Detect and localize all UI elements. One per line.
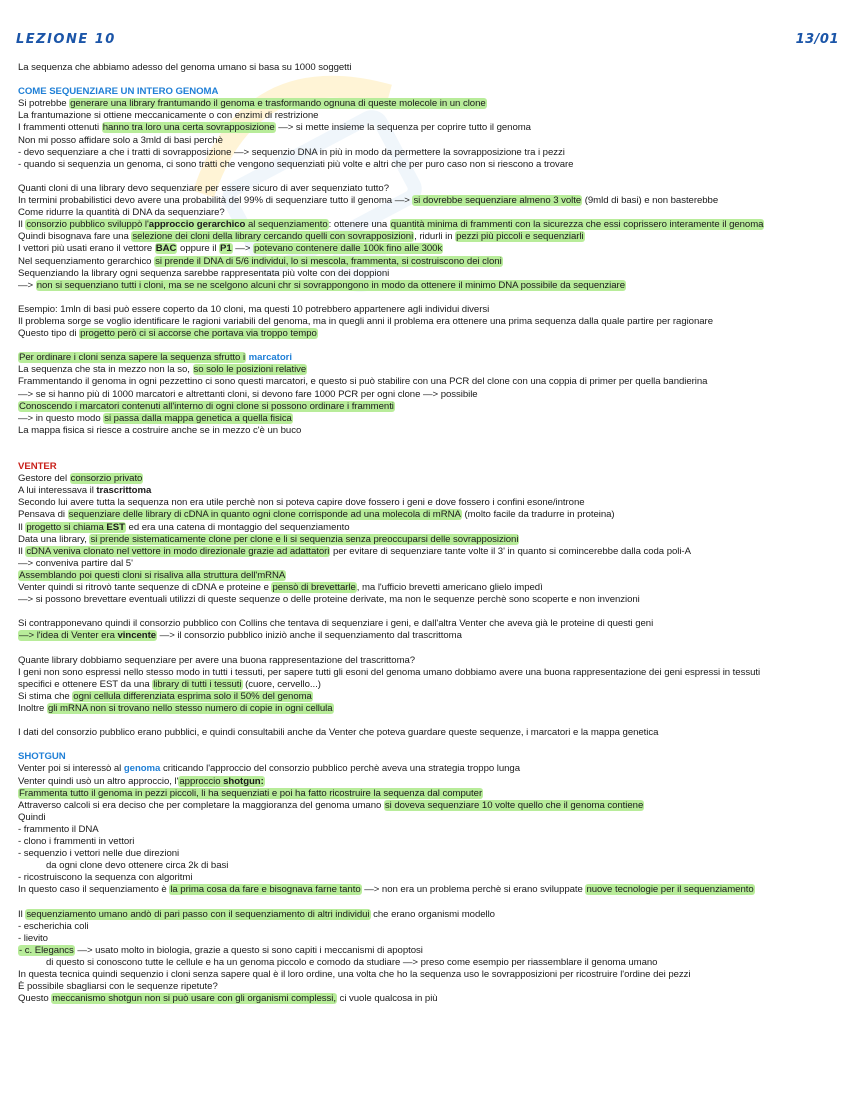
- section-heading: VENTER: [18, 461, 57, 473]
- highlighted-text: non si sequenziano tutti i cloni, ma se ne scelgono alcuni chr si sovrappongono in modo da ottenere il minimo DNA possibile da sequenziare: [36, 279, 625, 291]
- text-line: Il cDNA veniva clonato nel vettore in modo direzionale grazie ad adattatori per evitare di sequenziare tante volte il 3' in quanto si comincerebbe dalla coda poli-A: [18, 545, 691, 557]
- highlighted-text: cDNA veniva clonato nel vettore in modo direzionale grazie ad adattatori: [26, 545, 330, 557]
- highlighted-text: consorzio pubblico sviluppò l'approccio gerarchico al sequenziamento: [26, 219, 328, 231]
- highlighted-text: potevano contenere dalle 100k fino alle 300k: [254, 243, 443, 255]
- text-line: di questo si conoscono tutte le cellule e ha un genoma piccolo e comodo da studiare —> preso come esempio per riassemblare il genoma umano: [46, 956, 658, 968]
- spacer: [18, 739, 840, 751]
- highlighted-text: si passa dalla mappa genetica a quella fisica: [104, 412, 292, 424]
- spacer: [18, 292, 840, 304]
- highlighted-text: generare una library frantumando il genoma e trasformando ognuna di queste molecole in un clone: [70, 98, 486, 110]
- text-line: Nel sequenziamento gerarchico si prende il DNA di 5/6 individui, lo si mescola, frammenta, si costruiscono dei cloni: [18, 255, 502, 267]
- text-line: specifici e ottenere EST da una library di tutti i tessuti (cuore, cervello...): [18, 678, 321, 690]
- bold-text: trascrittoma: [96, 485, 152, 497]
- text-line: La sequenza che abbiamo adesso del genoma umano si basa su 1000 soggetti: [18, 62, 352, 73]
- text-line: Frammentando il genoma in ogni pezzettino ci sono questi marcatori, e questo si può stabilire con una PCR del clone con una coppia di primer per quella bandierina: [18, 376, 708, 388]
- highlighted-text: meccanismo shotgun non si può usare con gli organismi complessi,: [52, 993, 336, 1005]
- text-line: —> se si hanno più di 1000 marcatori e altrettanti cloni, si devono fare 1000 PCR per ogni clone —> possibile: [18, 388, 478, 400]
- highlighted-text: hanno tra loro una certa sovrapposizione: [102, 122, 275, 134]
- keyword-text: marcatori: [248, 352, 292, 364]
- text-line: [18, 401, 840, 413]
- text-line: Quindi: [18, 811, 46, 823]
- text-line: [18, 788, 840, 800]
- notes-body: [18, 62, 840, 1005]
- text-line: - ricostruiscono la sequenza con algoritmi: [18, 872, 193, 884]
- section-heading: SHOTGUN: [18, 751, 66, 763]
- highlighted-text: sequenziare delle library di cDNA in quanto ogni clone corrisponde ad una molecola di mRNA: [68, 509, 461, 521]
- text-line: Secondo lui avere tutta la sequenza non era utile perchè non si poteva capire dove fossero i geni e dove fossero i confini esone/introne: [18, 497, 585, 509]
- text-line: Quante library dobbiamo sequenziare per avere una buona rappresentazione del trascrittoma?: [18, 654, 416, 666]
- text-line: Attraverso calcoli si era deciso che per completare la maggioranza del genoma umano si doveva sequenziare 10 volte quello che il genoma contiene: [18, 799, 644, 811]
- highlighted-text: pezzi più piccoli e sequenziarli: [456, 231, 584, 243]
- text-line: Questo meccanismo shotgun non si può usare con gli organismi complessi, ci vuole qualcosa in più: [18, 993, 438, 1005]
- text-line: Quindi bisognava fare una selezione dei cloni della library cercando quelli con sovrapposizioni, ridurli in pezzi più piccoli e sequenziarli: [18, 231, 584, 243]
- text-line: —> l'idea di Venter era vincente —> il consorzio pubblico iniziò anche il sequenziamento dal trascrittoma: [19, 630, 462, 642]
- text-line: Il sequenziamento umano andò di pari passo con il sequenziamento di altri individui che erano organismi modello: [18, 908, 495, 920]
- highlighted-text: progetto si chiama EST: [26, 521, 125, 533]
- highlighted-text: sequenziamento umano andò di pari passo con il sequenziamento di altri individui: [26, 908, 370, 920]
- bold-text: vincente: [117, 630, 157, 642]
- text-line: Il problema sorge se voglio identificare le ragioni variabili del genoma, ma in quegli anni il problema era ottenere una prima sequenza dalla quale partire per ragionare: [18, 315, 713, 327]
- text-line: Venter quindi usò un altro approccio, l'approccio shotgun:: [18, 775, 264, 787]
- text-line: In questo caso il sequenziamento è la prima cosa da fare e bisognava farne tanto —> non era un problema perchè si erano sviluppate nuove tecnologie per il sequenziamento: [18, 884, 754, 896]
- text-line: [18, 352, 840, 364]
- text-line: - clono i frammenti in vettori: [18, 836, 135, 847]
- text-line: - frammento il DNA: [18, 823, 99, 835]
- keyword-text: genoma: [123, 763, 161, 775]
- highlighted-text: Per ordinare i cloni senza sapere la sequenza sfrutto i: [19, 352, 246, 364]
- highlighted-text: quantità minima di frammenti con la sicurezza che essi coprissero interamente il genoma: [390, 219, 764, 231]
- bold-text: shotgun:: [223, 775, 264, 787]
- text-line: Il consorzio pubblico sviluppò l'approccio gerarchico al sequenziamento: ottenere una quantità minima di frammenti con la sicurezza che essi coprissero interamente il genoma: [18, 219, 764, 231]
- text-line: Il progetto si chiama EST ed era una catena di montaggio del sequenziamento: [18, 521, 350, 533]
- highlighted-text: - c. Elegancs: [19, 944, 74, 956]
- text-line: In questa tecnica quindi sequenzio i cloni senza sapere qual è il loro ordine, una volta che ho la sequenza uso le sovrapposizioni per ricostruire l'ordine dei pezzi: [18, 969, 691, 981]
- highlighted-text: [155, 243, 178, 254]
- highlighted-text: approccio shotgun:: [179, 775, 264, 787]
- highlighted-text: selezione dei cloni della library cercando quelli con sovrapposizioni: [132, 231, 414, 243]
- spacer: [18, 74, 840, 86]
- text-line: A lui interessava il trascrittoma: [18, 485, 152, 497]
- text-line: Venter poi si interessò al genoma criticando l'approccio del consorzio pubblico perchè aveva una strategia troppo lunga: [18, 763, 520, 775]
- highlighted-text: si dovrebbe sequenziare almeno 3 volte: [413, 195, 582, 207]
- text-line: Venter quindi si ritrovò tante sequenze di cDNA e proteine e pensò di brevettarle, ma l'ufficio brevetti americano glielo impedì: [18, 582, 543, 594]
- highlighted-text: si prende il DNA di 5/6 individui, lo si mescola, frammenta, si costruiscono dei cloni: [155, 255, 502, 267]
- spacer: [18, 437, 840, 449]
- highlighted-text: Assemblando poi questi cloni si risaliva alla struttura dell'mRNA: [19, 569, 286, 581]
- bold-text: EST: [106, 521, 125, 533]
- highlighted-text: si doveva sequenziare 10 volte quello che il genoma contiene: [384, 799, 644, 811]
- text-line: È possibile sbagliarsi con le sequenze ripetute?: [18, 981, 218, 993]
- text-line: I dati del consorzio pubblico erano pubblici, e quindi consultabili anche da Venter che poteva guardare queste sequenze, i marcatori e la mappa genetica: [18, 727, 659, 739]
- text-line: - sequenzio i vettori nelle due direzioni: [18, 848, 180, 860]
- highlighted-text: ogni cellula differenziata esprima solo il 50% del genoma: [73, 690, 312, 702]
- text-line: - c. Elegancs —> usato molto in biologia, grazie a questo si sono capiti i meccanismi di apoptosi: [19, 944, 423, 956]
- text-line: Inoltre gli mRNA non si trovano nello stesso numero di copie in ogni cellula: [18, 702, 333, 714]
- spacer: [18, 643, 840, 655]
- text-line: Data una library, si prende sistematicamente clone per clone e li si sequenzia senza preoccuparsi delle sovrapposizioni: [18, 533, 519, 545]
- text-line: Sequenziando la library ogni sequenza sarebbe rappresentata più volte con dei doppioni: [18, 267, 390, 279]
- highlighted-text: consorzio privato: [70, 473, 143, 485]
- text-line: —> in questo modo si passa dalla mappa genetica a quella fisica: [18, 412, 292, 424]
- text-line: —> si possono brevettare eventuali utilizzi di queste sequenze o delle proteine derivate, ma non le sequenze perchè sono scoperte e non invenzioni: [18, 594, 640, 606]
- spacer: [18, 449, 840, 461]
- spacer: [18, 171, 840, 183]
- spacer: [18, 340, 840, 352]
- text-line: I geni non sono espressi nello stesso modo in tutti i tessuti, per sapere tutti gli esoni del genoma umano dobbiamo avere una buona rappresentazione dei geni espressi in tessuti: [18, 666, 761, 678]
- text-line: Questo tipo di progetto però ci si accorse che portava via troppo tempo: [18, 328, 317, 340]
- text-line: In termini probabilistici devo avere una probabilità del 99% di sequenziare tutto il genoma —> si dovrebbe sequenziare almeno 3 volte (9mld di basi) e non basterebbe: [18, 195, 719, 207]
- text-line: [18, 570, 840, 582]
- text-line: —> conveniva partire dal 5': [18, 557, 133, 569]
- text-line: - escherichia coli: [18, 920, 89, 932]
- text-line: - devo sequenziare a che i tratti di sovrapposizione —> sequenzio DNA in più in modo da permettere la sovrapposizione tra i pezzi: [18, 146, 565, 158]
- highlighted-text: [219, 243, 233, 254]
- text-line: Non mi posso affidare solo a 3mld di basi perchè: [18, 134, 223, 146]
- text-line: La mappa fisica si riesce a costruire anche se in mezzo c'è un buco: [18, 424, 302, 436]
- text-line: da ogni clone devo ottenere circa 2k di basi: [46, 860, 229, 872]
- text-line: —> non si sequenziano tutti i cloni, ma se ne scelgono alcuni chr si sovrappongono in modo da ottenere il minimo DNA possibile da sequenziare: [18, 279, 625, 291]
- text-line: I frammenti ottenuti hanno tra loro una certa sovrapposizione —> si mette insieme la sequenza per coprire tutto il genoma: [18, 122, 531, 134]
- text-line: - quando si sequenzia un genoma, ci sono tratti che vengono sequenziati più volte e altri che per puro caso non si riescono a trovare: [18, 158, 574, 170]
- spacer: [18, 896, 840, 908]
- text-line: I vettori più usati erano il vettore BAC oppure il P1 —> potevano contenere dalle 100k fino alle 300k: [18, 243, 443, 255]
- bold-text: approccio gerarchico: [148, 219, 246, 231]
- highlighted-text: gli mRNA non si trovano nello stesso numero di copie in ogni cellula: [47, 702, 333, 714]
- bold-text: P1: [220, 243, 232, 255]
- text-line: Si contrapponevano quindi il consorzio pubblico con Collins che tentava di sequenziare i geni, e dall'altra Venter che aveva già le proteine di questi geni: [18, 618, 654, 630]
- text-line: - lievito: [18, 932, 48, 944]
- text-line: Si stima che ogni cellula differenziata esprima solo il 50% del genoma: [18, 690, 312, 702]
- highlighted-text: library di tutti i tessuti: [153, 678, 242, 690]
- highlighted-text: si prende sistematicamente clone per clone e li si sequenzia senza preoccuparsi delle sovrapposizioni: [90, 533, 519, 545]
- highlighted-text: la prima cosa da fare e bisognava farne tanto: [170, 884, 361, 896]
- section-heading: COME SEQUENZIARE UN INTERO GENOMA: [18, 86, 219, 98]
- highlighted-text: so solo le posizioni relative: [193, 364, 307, 376]
- highlighted-text: progetto però ci si accorse che portava via troppo tempo: [80, 328, 317, 340]
- highlighted-text: nuove tecnologie per il sequenziamento: [586, 884, 754, 896]
- spacer: [18, 606, 840, 618]
- highlighted-text: —> l'idea di Venter era vincente: [19, 630, 157, 642]
- lesson-title: LEZIONE 10: [16, 32, 116, 47]
- text-line: La frantumazione si ottiene meccanicamente o con enzimi di restrizione: [18, 110, 319, 122]
- text-line: La sequenza che sta in mezzo non la so, so solo le posizioni relative: [18, 364, 307, 376]
- page-header: [16, 32, 839, 54]
- text-line: Come ridurre la quantità di DNA da sequenziare?: [18, 207, 225, 219]
- spacer: [18, 715, 840, 727]
- text-line: Si potrebbe generare una library frantumando il genoma e trasformando ognuna di queste molecole in un clone: [18, 98, 486, 110]
- lesson-date: 13/01: [795, 32, 839, 47]
- text-line: Gestore del consorzio privato: [18, 473, 143, 485]
- bold-text: BAC: [155, 243, 177, 255]
- highlighted-text: Frammenta tutto il genoma in pezzi piccoli, li ha sequenziati e poi ha fatto ricostruire la sequenza dal computer: [19, 787, 483, 799]
- text-line: Pensava di sequenziare delle library di cDNA in quanto ogni clone corrisponde ad una molecola di mRNA (molto facile da tradurre in proteina): [18, 509, 615, 521]
- highlighted-text: Conoscendo i marcatori contenuti all'interno di ogni clone si possono ordinare i frammenti: [19, 400, 394, 412]
- highlighted-text: pensò di brevettarle: [272, 582, 356, 594]
- text-line: Quanti cloni di una library devo sequenziare per essere sicuro di aver sequenziato tutto?: [18, 182, 389, 194]
- text-line: Esempio: 1mln di basi può essere coperto da 10 cloni, ma questi 10 potrebbero appartenere agli individui diversi: [18, 303, 490, 315]
